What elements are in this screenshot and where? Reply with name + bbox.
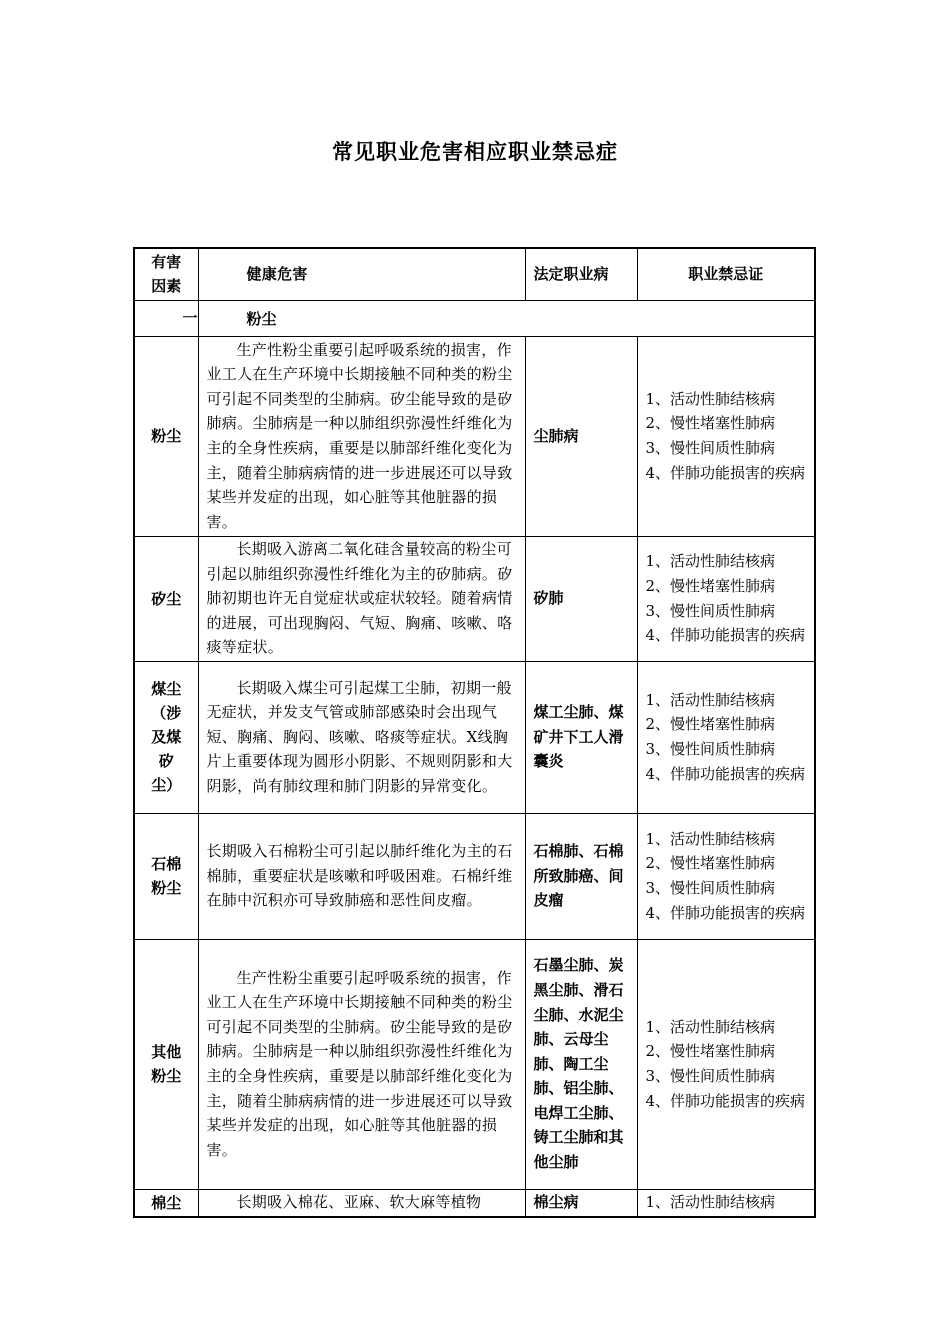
header-factor: 有害因素 (134, 248, 198, 300)
disease-cell: 尘肺病 (525, 336, 637, 536)
disease-cell: 石墨尘肺、炭黑尘肺、滑石尘肺、水泥尘肺、云母尘肺、陶工尘肺、铝尘肺、电焊工尘肺、铸工尘肺和其他尘肺 (525, 939, 637, 1189)
contraindication-item: 3、慢性间质性肺病 (645, 1067, 776, 1085)
contraindication-cell (637, 536, 815, 661)
contraindication-item: 1、活动性肺结核病 (645, 389, 776, 408)
health-cell: 长期吸入游离二氧化硅含量较高的粉尘可引起以肺组织弥漫性纤维化为主的矽肺病。矽肺初期也许无自觉症状或症状较轻。随着病情的进展，可出现胸闷、气短、胸痛、咳嗽、咯痰等症状。 (198, 536, 525, 661)
factor-cell: 煤尘（涉及煤矽尘） (134, 661, 198, 813)
factor-cell: 其他粉尘 (134, 939, 198, 1189)
contraindication-cell (637, 336, 815, 536)
header-disease: 法定职业病 (525, 248, 637, 300)
contraindication-cell (637, 1189, 815, 1217)
table-row (134, 661, 815, 813)
health-cell: 生产性粉尘重要引起呼吸系统的损害，作业工人在生产环境中长期接触不同种类的粉尘可引起不同类型的尘肺病。矽尘能导致的是矽肺病。尘肺病是一种以肺组织弥漫性纤维化为主的全身性疾病，重要是以肺部纤维化变化为主，随着尘肺病病情的进一步进展还可以导致某些并发症的出现，如心脏等其他脏器的损害。 (198, 336, 525, 536)
health-cell: 长期吸入棉花、亚麻、软大麻等植物 (198, 1189, 525, 1217)
section-label: 粉尘 (198, 300, 815, 336)
disease-cell: 矽肺 (525, 536, 637, 661)
section-row (134, 300, 815, 336)
disease-cell: 棉尘病 (525, 1189, 637, 1217)
table-row (134, 536, 815, 661)
contraindication-cell (637, 813, 815, 939)
contraindication-item: 3、慢性间质性肺病 (645, 439, 776, 457)
contraindication-item: 4、伴肺功能损害的疾病 (645, 903, 806, 922)
contraindication-cell (637, 661, 815, 813)
contraindication-item: 2、慢性堵塞性肺病 (645, 414, 776, 433)
contraindication-item: 1、活动性肺结核病 (645, 552, 776, 571)
header-contraindication: 职业禁忌证 (637, 248, 815, 300)
table-header-row (134, 248, 815, 300)
factor-cell: 石棉粉尘 (134, 813, 198, 939)
page-title: 常见职业危害相应职业禁忌症 (332, 140, 618, 164)
contraindication-cell (637, 939, 815, 1189)
contraindication-table (133, 247, 816, 1218)
health-cell: 生产性粉尘重要引起呼吸系统的损害，作业工人在生产环境中长期接触不同种类的粉尘可引起不同类型的尘肺病。矽尘能导致的是矽肺病。尘肺病是一种以肺组织弥漫性纤维化为主的全身性疾病，重要是以肺部纤维化变化为主，随着尘肺病病情的进一步进展还可以导致某些并发症的出现，如心脏等其他脏器的损害。 (198, 939, 525, 1189)
contraindication-item: 1、活动性肺结核病 (645, 690, 776, 709)
health-cell: 长期吸入煤尘可引起煤工尘肺，初期一般无症状，并发支气管或肺部感染时会出现气短、胸痛、胸闷、咳嗽、咯痰等症状。X线胸片上重要体现为圆形小阴影、不规则阴影和大阴影，尚有肺纹理和肺门阴影的异常变化。 (198, 661, 525, 813)
contraindication-item: 4、伴肺功能损害的疾病 (645, 463, 806, 482)
contraindication-item: 2、慢性堵塞性肺病 (645, 854, 776, 873)
contraindication-item: 4、伴肺功能损害的疾病 (645, 1091, 806, 1110)
contraindication-item: 3、慢性间质性肺病 (645, 601, 776, 620)
contraindication-item: 1、活动性肺结核病 (645, 829, 776, 848)
disease-cell: 煤工尘肺、煤矿井下工人滑囊炎 (525, 661, 637, 813)
factor-cell: 棉尘 (134, 1189, 198, 1217)
factor-cell: 粉尘 (134, 336, 198, 536)
factor-cell: 矽尘 (134, 536, 198, 661)
header-health: 健康危害 (198, 248, 525, 300)
table-row (134, 939, 815, 1189)
table-row (134, 1189, 815, 1217)
section-number: 一 (134, 300, 198, 336)
contraindication-item: 4、伴肺功能损害的疾病 (645, 764, 806, 783)
contraindication-item: 2、慢性堵塞性肺病 (645, 576, 776, 595)
contraindication-item: 1、活动性肺结核病 (645, 1017, 776, 1036)
contraindication-item: 1、活动性肺结核病 (645, 1193, 776, 1212)
disease-cell: 石棉肺、石棉所致肺癌、间皮瘤 (525, 813, 637, 939)
contraindication-item: 4、伴肺功能损害的疾病 (645, 626, 806, 645)
contraindication-item: 3、慢性间质性肺病 (645, 879, 776, 897)
contraindication-item: 3、慢性间质性肺病 (645, 740, 776, 758)
contraindication-item: 2、慢性堵塞性肺病 (645, 1042, 776, 1061)
table-row (134, 813, 815, 939)
health-cell: 长期吸入石棉粉尘可引起以肺纤维化为主的石棉肺，重要症状是咳嗽和呼吸困难。石棉纤维在肺中沉积亦可导致肺癌和恶性间皮瘤。 (198, 813, 525, 939)
contraindication-item: 2、慢性堵塞性肺病 (645, 715, 776, 734)
table-row (134, 336, 815, 536)
